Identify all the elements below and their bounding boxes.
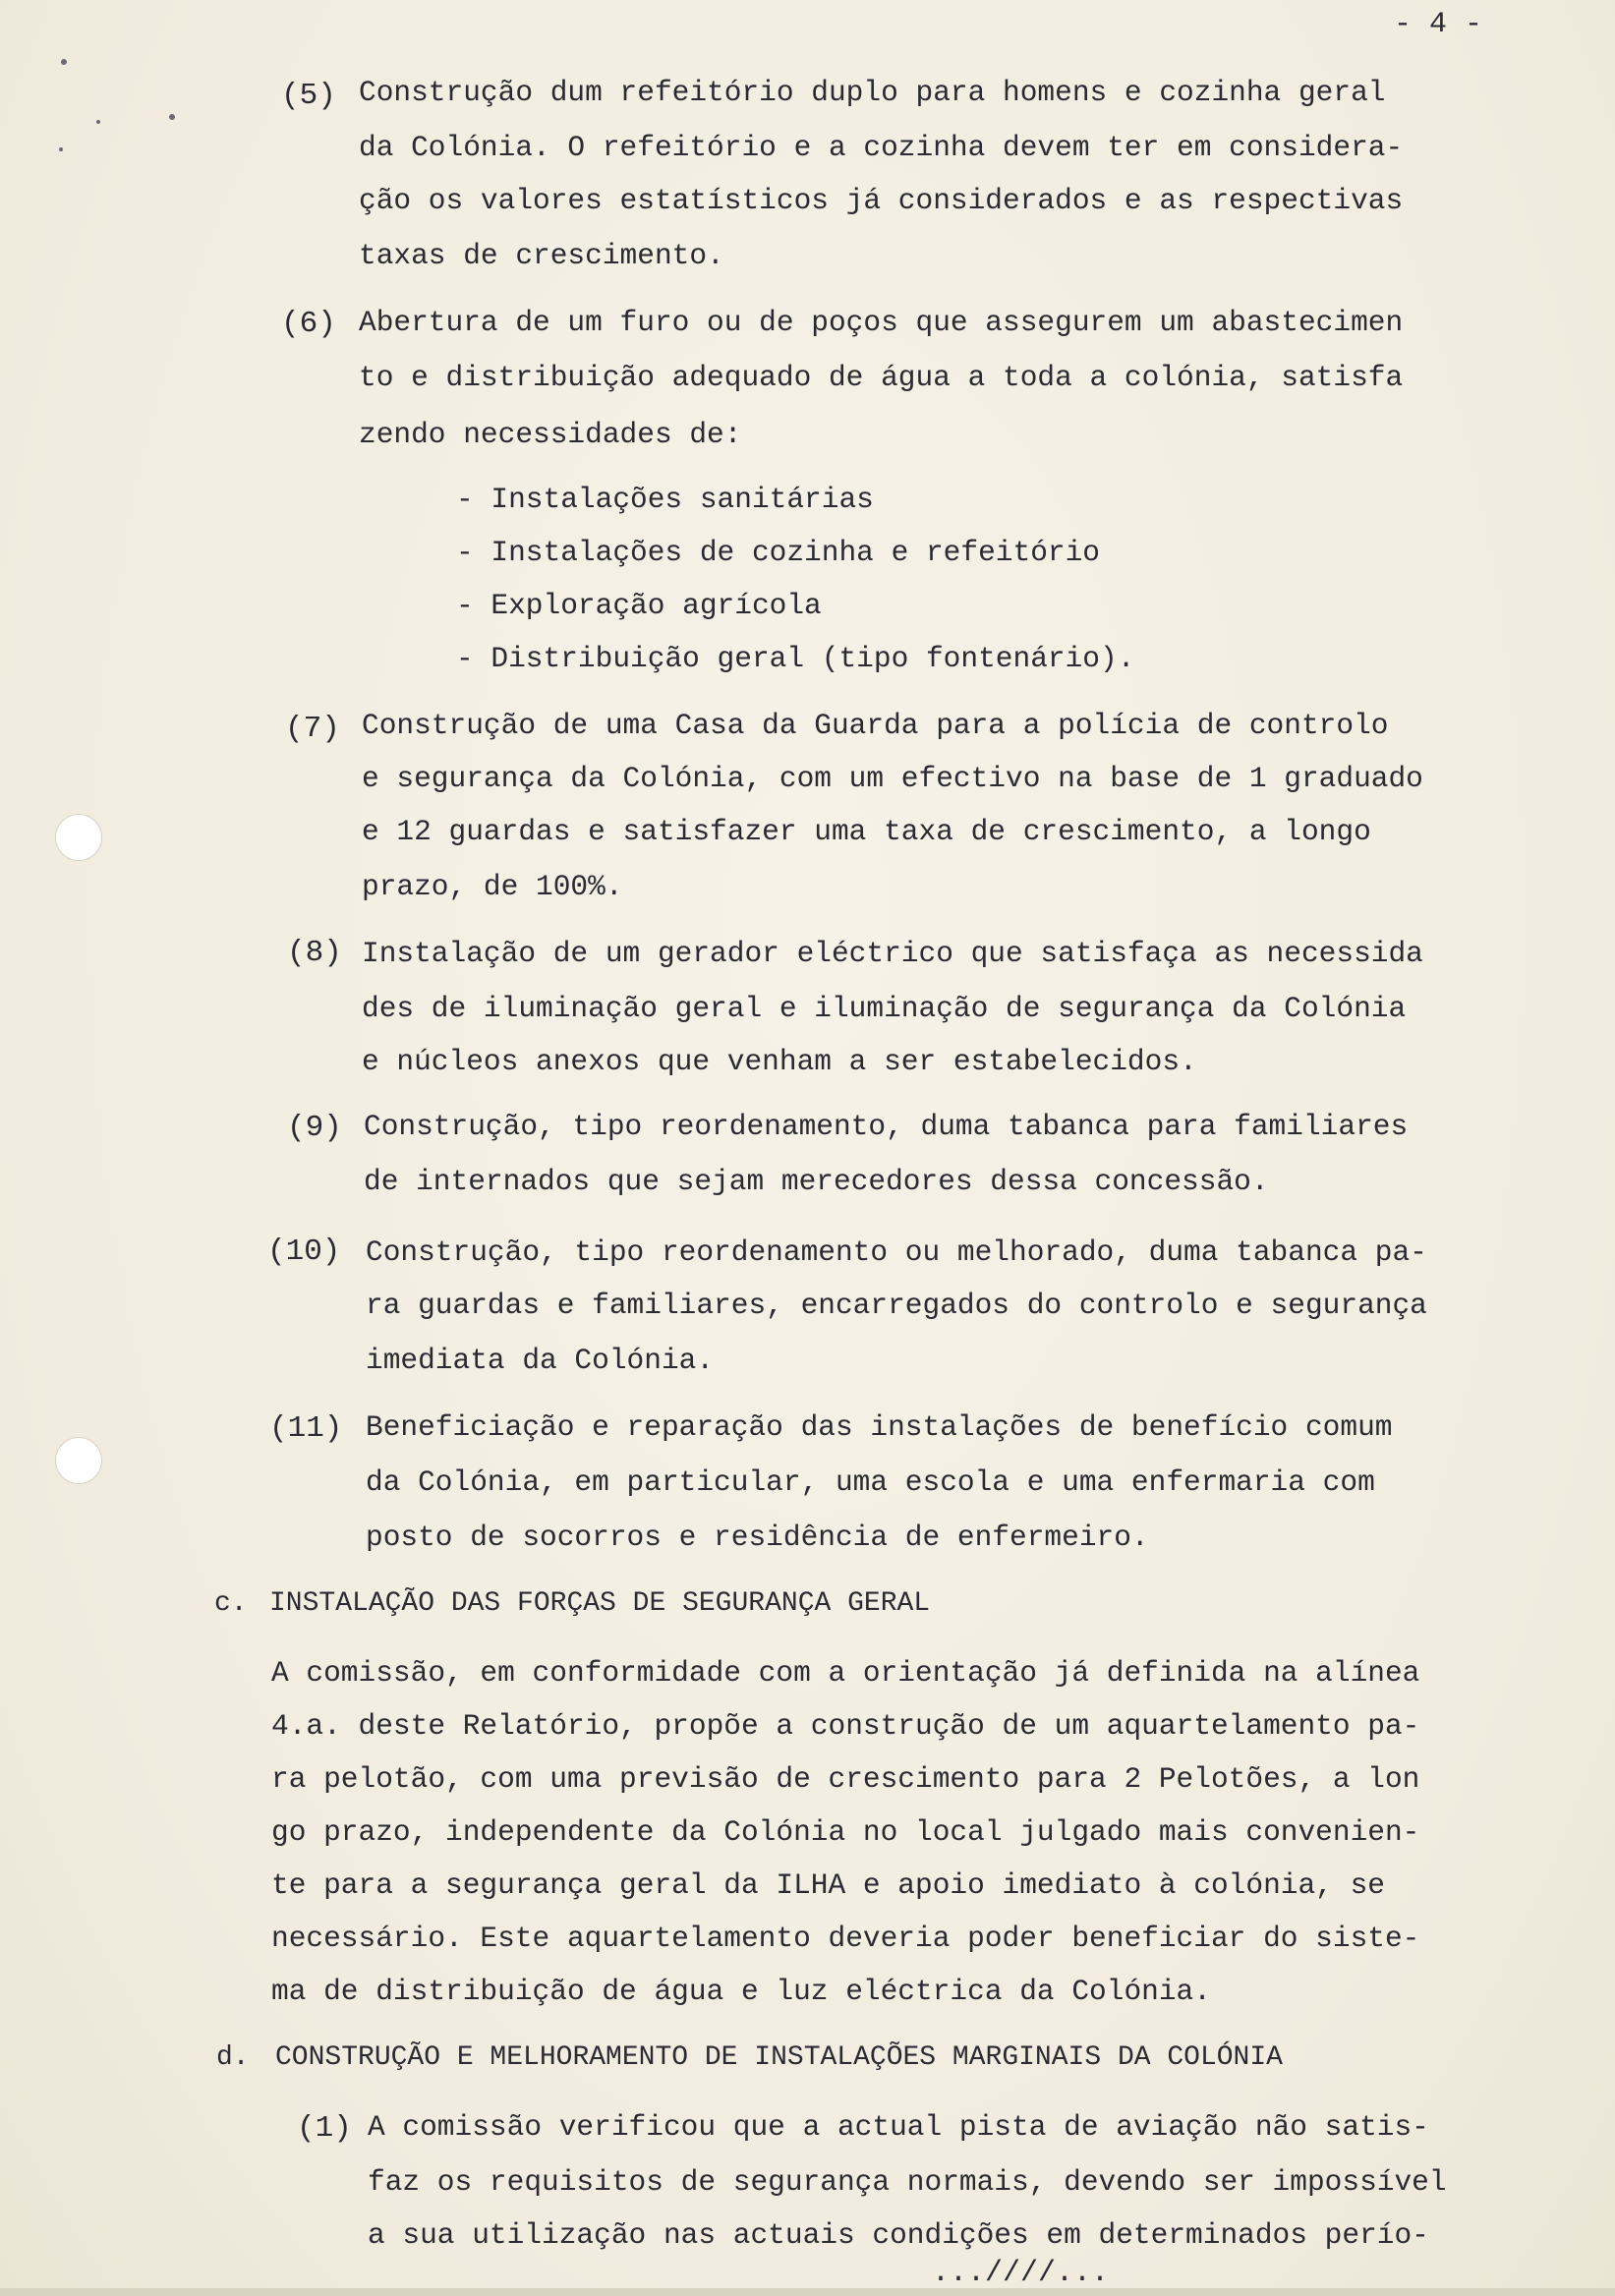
item-number: (11) <box>269 1411 343 1446</box>
item-number: (8) <box>287 936 342 970</box>
item-line: ção os valores estatísticos já considerados e as respectivas <box>359 184 1404 217</box>
paragraph-line: necessário. Este aquartelamento deveria poder beneficiar do siste- <box>271 1922 1420 1955</box>
item-line: prazo, de 100%. <box>362 870 623 903</box>
bullet-item: - Instalações de cozinha e refeitório <box>456 536 1101 569</box>
item-line: Abertura de um furo ou de poços que assegurem um abastecimen <box>359 306 1404 339</box>
item-line: Construção dum refeitório duplo para homens e cozinha geral <box>359 76 1386 109</box>
speck-icon <box>61 59 67 65</box>
section-title: INSTALAÇÃO DAS FORÇAS DE SEGURANÇA GERAL <box>269 1588 931 1619</box>
item-line: to e distribuição adequado de água a toda a colónia, satisfa <box>359 361 1404 394</box>
paragraph-line: ma de distribuição de água e luz eléctrica da Colónia. <box>271 1975 1211 2008</box>
continuation-mark: ...////... <box>932 2257 1110 2290</box>
item-line: de internados que sejam merecedores dessa concessão. <box>364 1165 1269 1198</box>
paragraph-line: te para a segurança geral da ILHA e apoio imediato à colónia, se <box>271 1868 1385 1902</box>
page-number: - 4 - <box>1394 8 1483 41</box>
paragraph-line: go prazo, independente da Colónia no local julgado mais convenien- <box>271 1815 1420 1849</box>
item-line: e segurança da Colónia, com um efectivo na base de 1 graduado <box>362 762 1423 795</box>
item-line: A comissão verificou que a actual pista de aviação não satis- <box>368 2110 1429 2144</box>
item-line: taxas de crescimento. <box>359 239 724 272</box>
speck-icon <box>96 120 100 124</box>
item-number: (9) <box>287 1111 342 1145</box>
item-line: Construção, tipo reordenamento ou melhorado, duma tabanca pa- <box>366 1235 1427 1269</box>
bullet-item: - Distribuição geral (tipo fontenário). <box>456 642 1135 675</box>
item-number: (10) <box>267 1234 341 1269</box>
speck-icon <box>169 114 175 120</box>
item-line: Instalação de um gerador eléctrico que satisfaça as necessida <box>362 937 1423 970</box>
item-line: Construção, tipo reordenamento, duma tabanca para familiares <box>364 1110 1409 1143</box>
item-line: Construção de uma Casa da Guarda para a polícia de controlo <box>362 709 1389 742</box>
item-line: e núcleos anexos que venham a ser estabelecidos. <box>362 1045 1197 1078</box>
item-line: des de iluminação geral e iluminação de segurança da Colónia <box>362 992 1407 1025</box>
item-number: (1) <box>297 2111 352 2146</box>
paragraph-line: ra pelotão, com uma previsão de crescimento para 2 Pelotões, a lon <box>271 1762 1420 1796</box>
item-line: posto de socorros e residência de enfermeiro. <box>366 1521 1149 1554</box>
item-line: a sua utilização nas actuais condições em determinados perío- <box>368 2218 1429 2252</box>
item-line: Beneficiação e reparação das instalações de benefício comum <box>366 1410 1393 1444</box>
item-number: (5) <box>281 79 336 113</box>
item-number: (6) <box>281 307 336 341</box>
punch-hole-icon <box>55 1437 102 1484</box>
bullet-item: - Instalações sanitárias <box>456 483 874 516</box>
punch-hole-icon <box>55 814 102 861</box>
item-number: (7) <box>285 712 340 746</box>
section-label: c. <box>214 1588 248 1619</box>
item-line: zendo necessidades de: <box>359 418 742 451</box>
item-line: e 12 guardas e satisfazer uma taxa de crescimento, a longo <box>362 815 1371 848</box>
speck-icon <box>59 147 63 151</box>
paragraph-line: A comissão, em conformidade com a orientação já definida na alínea <box>271 1656 1420 1690</box>
section-title: CONSTRUÇÃO E MELHORAMENTO DE INSTALAÇÕES MARGINAIS DA COLÓNIA <box>275 2042 1283 2073</box>
bullet-item: - Exploração agrícola <box>456 589 822 622</box>
section-label: d. <box>216 2042 250 2073</box>
item-line: faz os requisitos de segurança normais, devendo ser impossível <box>368 2165 1447 2199</box>
item-line: imediata da Colónia. <box>366 1344 715 1377</box>
item-line: da Colónia. O refeitório e a cozinha devem ter em considera- <box>359 131 1404 164</box>
page-bottom-edge <box>0 2288 1615 2296</box>
item-line: da Colónia, em particular, uma escola e uma enfermaria com <box>366 1465 1375 1499</box>
item-line: ra guardas e familiares, encarregados do controlo e segurança <box>366 1289 1427 1322</box>
paragraph-line: 4.a. deste Relatório, propõe a construção de um aquartelamento pa- <box>271 1709 1420 1743</box>
